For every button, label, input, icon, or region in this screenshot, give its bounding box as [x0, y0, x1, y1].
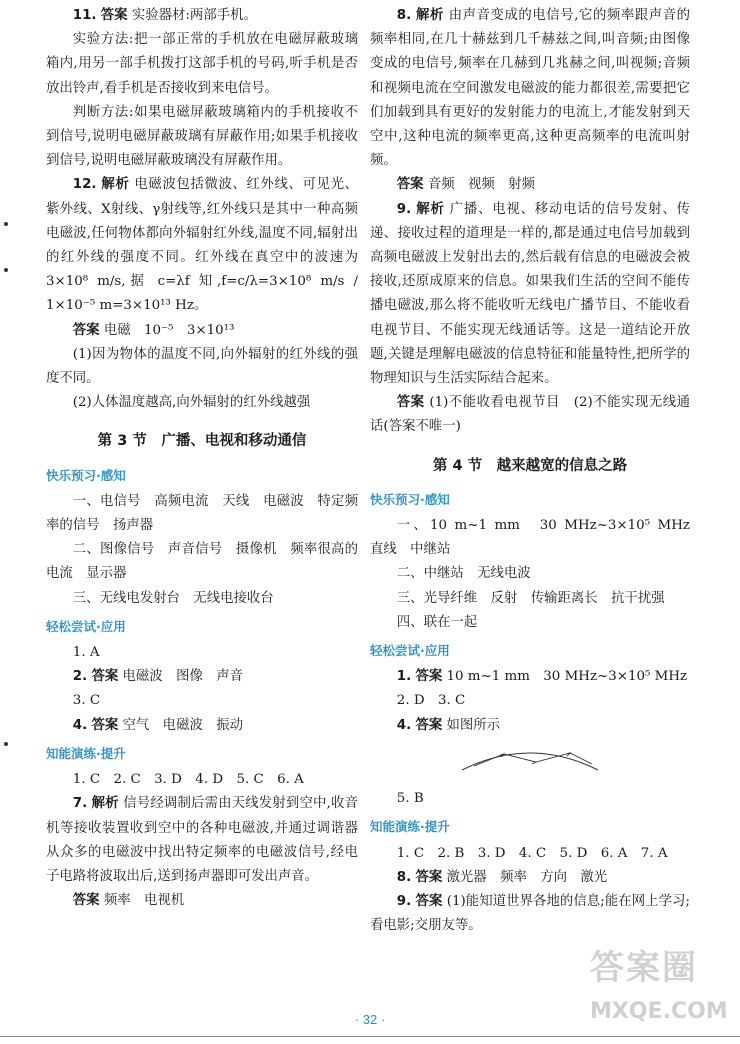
s3-q7: 7. 解析 信号经调制后需由天线发射到空中,收音机等接收装置收到空中的各种电磁波,并通过调谐器从众多的电磁波中找出特定频率的电磁波信号,经电子电路将波取出后,送到扬声器即可发出声音。: [46, 796, 358, 884]
section-3-preview-heading: 快乐预习·感知: [46, 467, 126, 483]
right-column: [370, 4, 704, 938]
s4-a2: 2. D 3. C: [396, 693, 466, 709]
relay-signal-figure: [460, 742, 600, 774]
section-3-try-heading: 轻松尝试·应用: [46, 618, 126, 634]
margin-dot: [4, 742, 8, 746]
q9: 9. 解析 广播、电视、移动电话的信号发射、传递、接收过程的道理是一样的,都是通过电信号加载到高频电磁波上发射出去的,然后载有信息的电磁波会被接收,还原成原来的信息。如果我们生活的空间不能传播电磁波,那么将不能收听无线电广播节目、不能收看电视节目、不能实现无线通话等。这是一道结论开放题,关键是理解电磁波的信息特征和能量特性,把所学的物理知识与生活实际结合起来。: [370, 201, 691, 387]
left-column: [46, 4, 358, 913]
s3-q7-answer: 答案 频率 电视机: [72, 893, 185, 909]
q12-answer: 答案 电磁 10⁻⁵ 3×10¹³: [72, 322, 235, 338]
s3-line3: 三、无线电发射台 无线电接收台: [72, 590, 274, 606]
watermark: [590, 940, 738, 1040]
section-4-preview-heading: 快乐预习·感知: [370, 491, 450, 507]
section-4-practice-heading: 知能演练·提升: [370, 819, 450, 835]
watermark-line1: 答案圈: [590, 948, 698, 988]
s4-a4: 4. 答案 如图所示: [396, 717, 501, 733]
section-4-title: 第 4 节 越来越宽的信息之路: [432, 457, 628, 474]
watermark-line2: MXQE.COM: [590, 999, 728, 1024]
s4-q9: 9. 答案 (1)能知道世界各地的信息;能在网上学习;看电影;交朋友等。: [370, 893, 691, 934]
s3-a3: 3. C: [72, 693, 101, 709]
s4-a1: 1. 答案 10 m~1 mm 30 MHz~3×10⁵ MHz: [396, 669, 688, 685]
q12-answer-1: (1)因为物体的温度不同,向外辐射的红外线的强度不同。: [46, 346, 358, 387]
section-4-try-heading: 轻松尝试·应用: [370, 643, 450, 659]
s3-a2: 2. 答案 电磁波 图像 声音: [72, 669, 244, 685]
bottom-rule: [0, 1036, 740, 1037]
s4-line1: 一、10 m~1 mm 30 MHz~3×10⁵ MHz 直线 中继站: [370, 518, 704, 558]
q8: 8. 解析 由声音变成的电信号,它的频率跟声音的频率相同,在几十赫兹到几千赫兹之间,叫音频;由图像变成的电信号,频率在几赫到几兆赫之间,叫视频;音频和视频电流在空间激发电磁波的能力都很差,需要把它们加载到具有更好的发射能力的电流上,才能发射到天空中,这种电流的频率更高,这种更高频率的电流叫射频。: [370, 8, 690, 169]
section-3-practice-heading: 知能演练·提升: [46, 745, 126, 761]
s4-a5: 5. B: [396, 791, 424, 807]
s3-a1: 1. A: [72, 645, 100, 661]
s4-mc: 1. C 2. B 3. D 4. C 5. D 6. A 7. A: [396, 845, 668, 861]
q11: 11. 答案 实验器材:两部手机。: [72, 8, 257, 23]
q12: 12. 解析 电磁波包括微波、红外线、可见光、紫外线、X射线、γ射线等,红外线只是其中一种高频电磁波,任何物体都向外辐射红外线,温度不同,辐射出的红外线的强度不同。红外线在真空中的波速为3×10⁸ m/s,据 c=λf 知,f=c/λ=3×10⁸ m/s / 1×10⁻⁵ m=3×10¹³ Hz。: [46, 177, 359, 314]
s3-a4: 4. 答案 空气 电磁波 振动: [72, 717, 244, 733]
s3-line2: 二、图像信号 声音信号 摄像机 频率很高的电流 显示器: [46, 542, 358, 582]
q11-judge: 判断方法:如果电磁屏蔽玻璃箱内的手机接收不到信号,说明电磁屏蔽玻璃有屏蔽作用;如果手机接收到信号,说明电磁屏蔽玻璃没有屏蔽作用。: [46, 104, 358, 169]
q12-answer-2: (2)人体温度越高,向外辐射的红外线越强: [72, 395, 311, 411]
margin-dot: [4, 268, 8, 272]
s4-line4: 四、联在一起: [396, 614, 478, 630]
section-3-title: 第 3 节 广播、电视和移动通信: [97, 433, 307, 450]
s4-q8: 8. 答案 激光器 频率 方向 激光: [396, 869, 608, 885]
s4-line2: 二、中继站 无线电波: [396, 566, 531, 582]
q9-answer: 答案 (1)不能收看电视节目 (2)不能实现无线通话(答案不唯一): [370, 395, 691, 435]
q11-method: 实验方法:把一部正常的手机放在电磁屏蔽玻璃箱内,用另一部手机拨打这部手机的号码,听手机是否放出铃声,看手机是否接收到来电信号。: [46, 32, 358, 96]
margin-dot: [4, 222, 8, 226]
s3-line1: 一、电信号 高频电流 天线 电磁波 特定频率的信号 扬声器: [46, 493, 358, 534]
s4-line3: 三、光导纤维 反射 传输距离长 抗干扰强: [396, 590, 665, 606]
s3-mc: 1. C 2. C 3. D 4. D 5. C 6. A: [72, 772, 304, 788]
page-number: · 32 ·: [354, 1012, 386, 1027]
q8-answer: 答案 音频 视频 射频: [396, 177, 535, 193]
